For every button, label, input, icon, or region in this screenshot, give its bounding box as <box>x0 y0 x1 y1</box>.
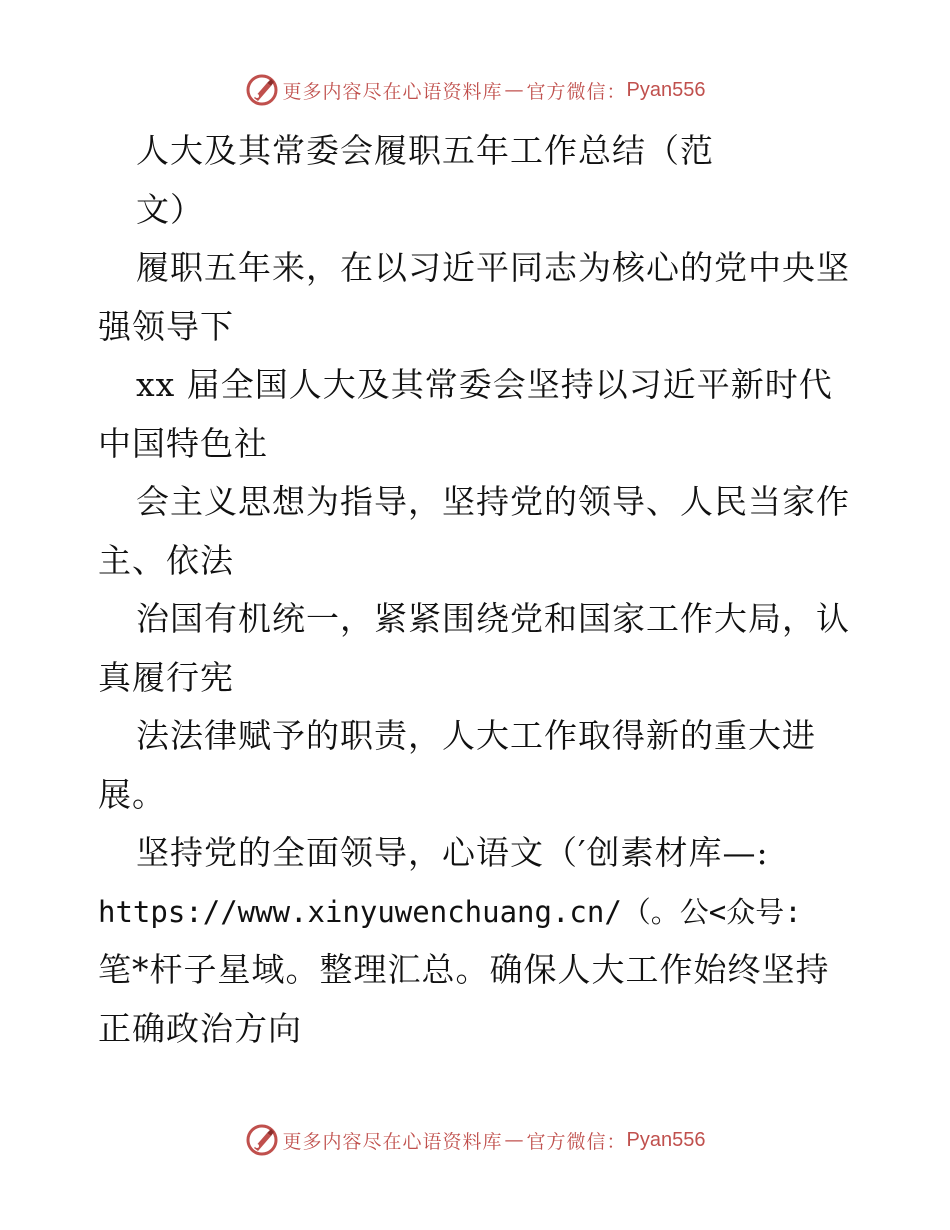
watermark-id: Pyan556 <box>626 1128 706 1151</box>
footer-watermark <box>0 1120 950 1160</box>
paragraph-line: 中国特色社 <box>98 423 268 463</box>
watermark-id: Pyan556 <box>626 78 706 101</box>
paragraph-line: 笔*杆子星域。整理汇总。确保人大工作始终坚持 <box>98 950 830 989</box>
paragraph-line: 履职五年来，在以习近平同志为核心的党中央坚 <box>136 248 850 287</box>
watermark-suffix: 官方微信： <box>526 1130 627 1153</box>
pen-logo-icon <box>245 1123 279 1157</box>
document-body <box>98 122 858 1058</box>
document-title-line-1: 人大及其常委会履职五年工作总结（范 <box>136 131 714 170</box>
paragraph-line: 坚持党的全面领导，心语文（′创素材库—: <box>136 833 769 872</box>
watermark-text: 更多内容尽在心语资料库 <box>282 80 503 103</box>
paragraph-line: 展。 <box>98 774 166 814</box>
paragraph-line: xx 届全国人大及其常委会坚持以习近平新时代 <box>136 365 833 404</box>
paragraph-line: 正确政治方向 <box>98 1008 302 1048</box>
watermark-separator: — <box>504 1129 525 1151</box>
paragraph-line: 真履行宪 <box>98 657 234 697</box>
paragraph-line: 强领导下 <box>98 306 234 346</box>
paragraph-line: 治国有机统一，紧紧围绕党和国家工作大局，认 <box>136 599 850 638</box>
pen-logo-icon <box>245 73 279 107</box>
paragraph-line: 会主义思想为指导，坚持党的领导、人民当家作 <box>136 482 850 521</box>
header-watermark <box>0 70 950 110</box>
paragraph-line: 主、依法 <box>98 540 234 580</box>
url-line: https://www.xinyuwenchuang.cn/（。公<众号: <box>98 894 802 929</box>
document-title-line-2: 文） <box>136 189 204 229</box>
watermark-suffix: 官方微信： <box>526 80 627 103</box>
watermark-text: 更多内容尽在心语资料库 <box>282 1130 503 1153</box>
watermark-separator: — <box>504 79 525 101</box>
paragraph-line: 法法律赋予的职责，人大工作取得新的重大进 <box>136 716 816 755</box>
